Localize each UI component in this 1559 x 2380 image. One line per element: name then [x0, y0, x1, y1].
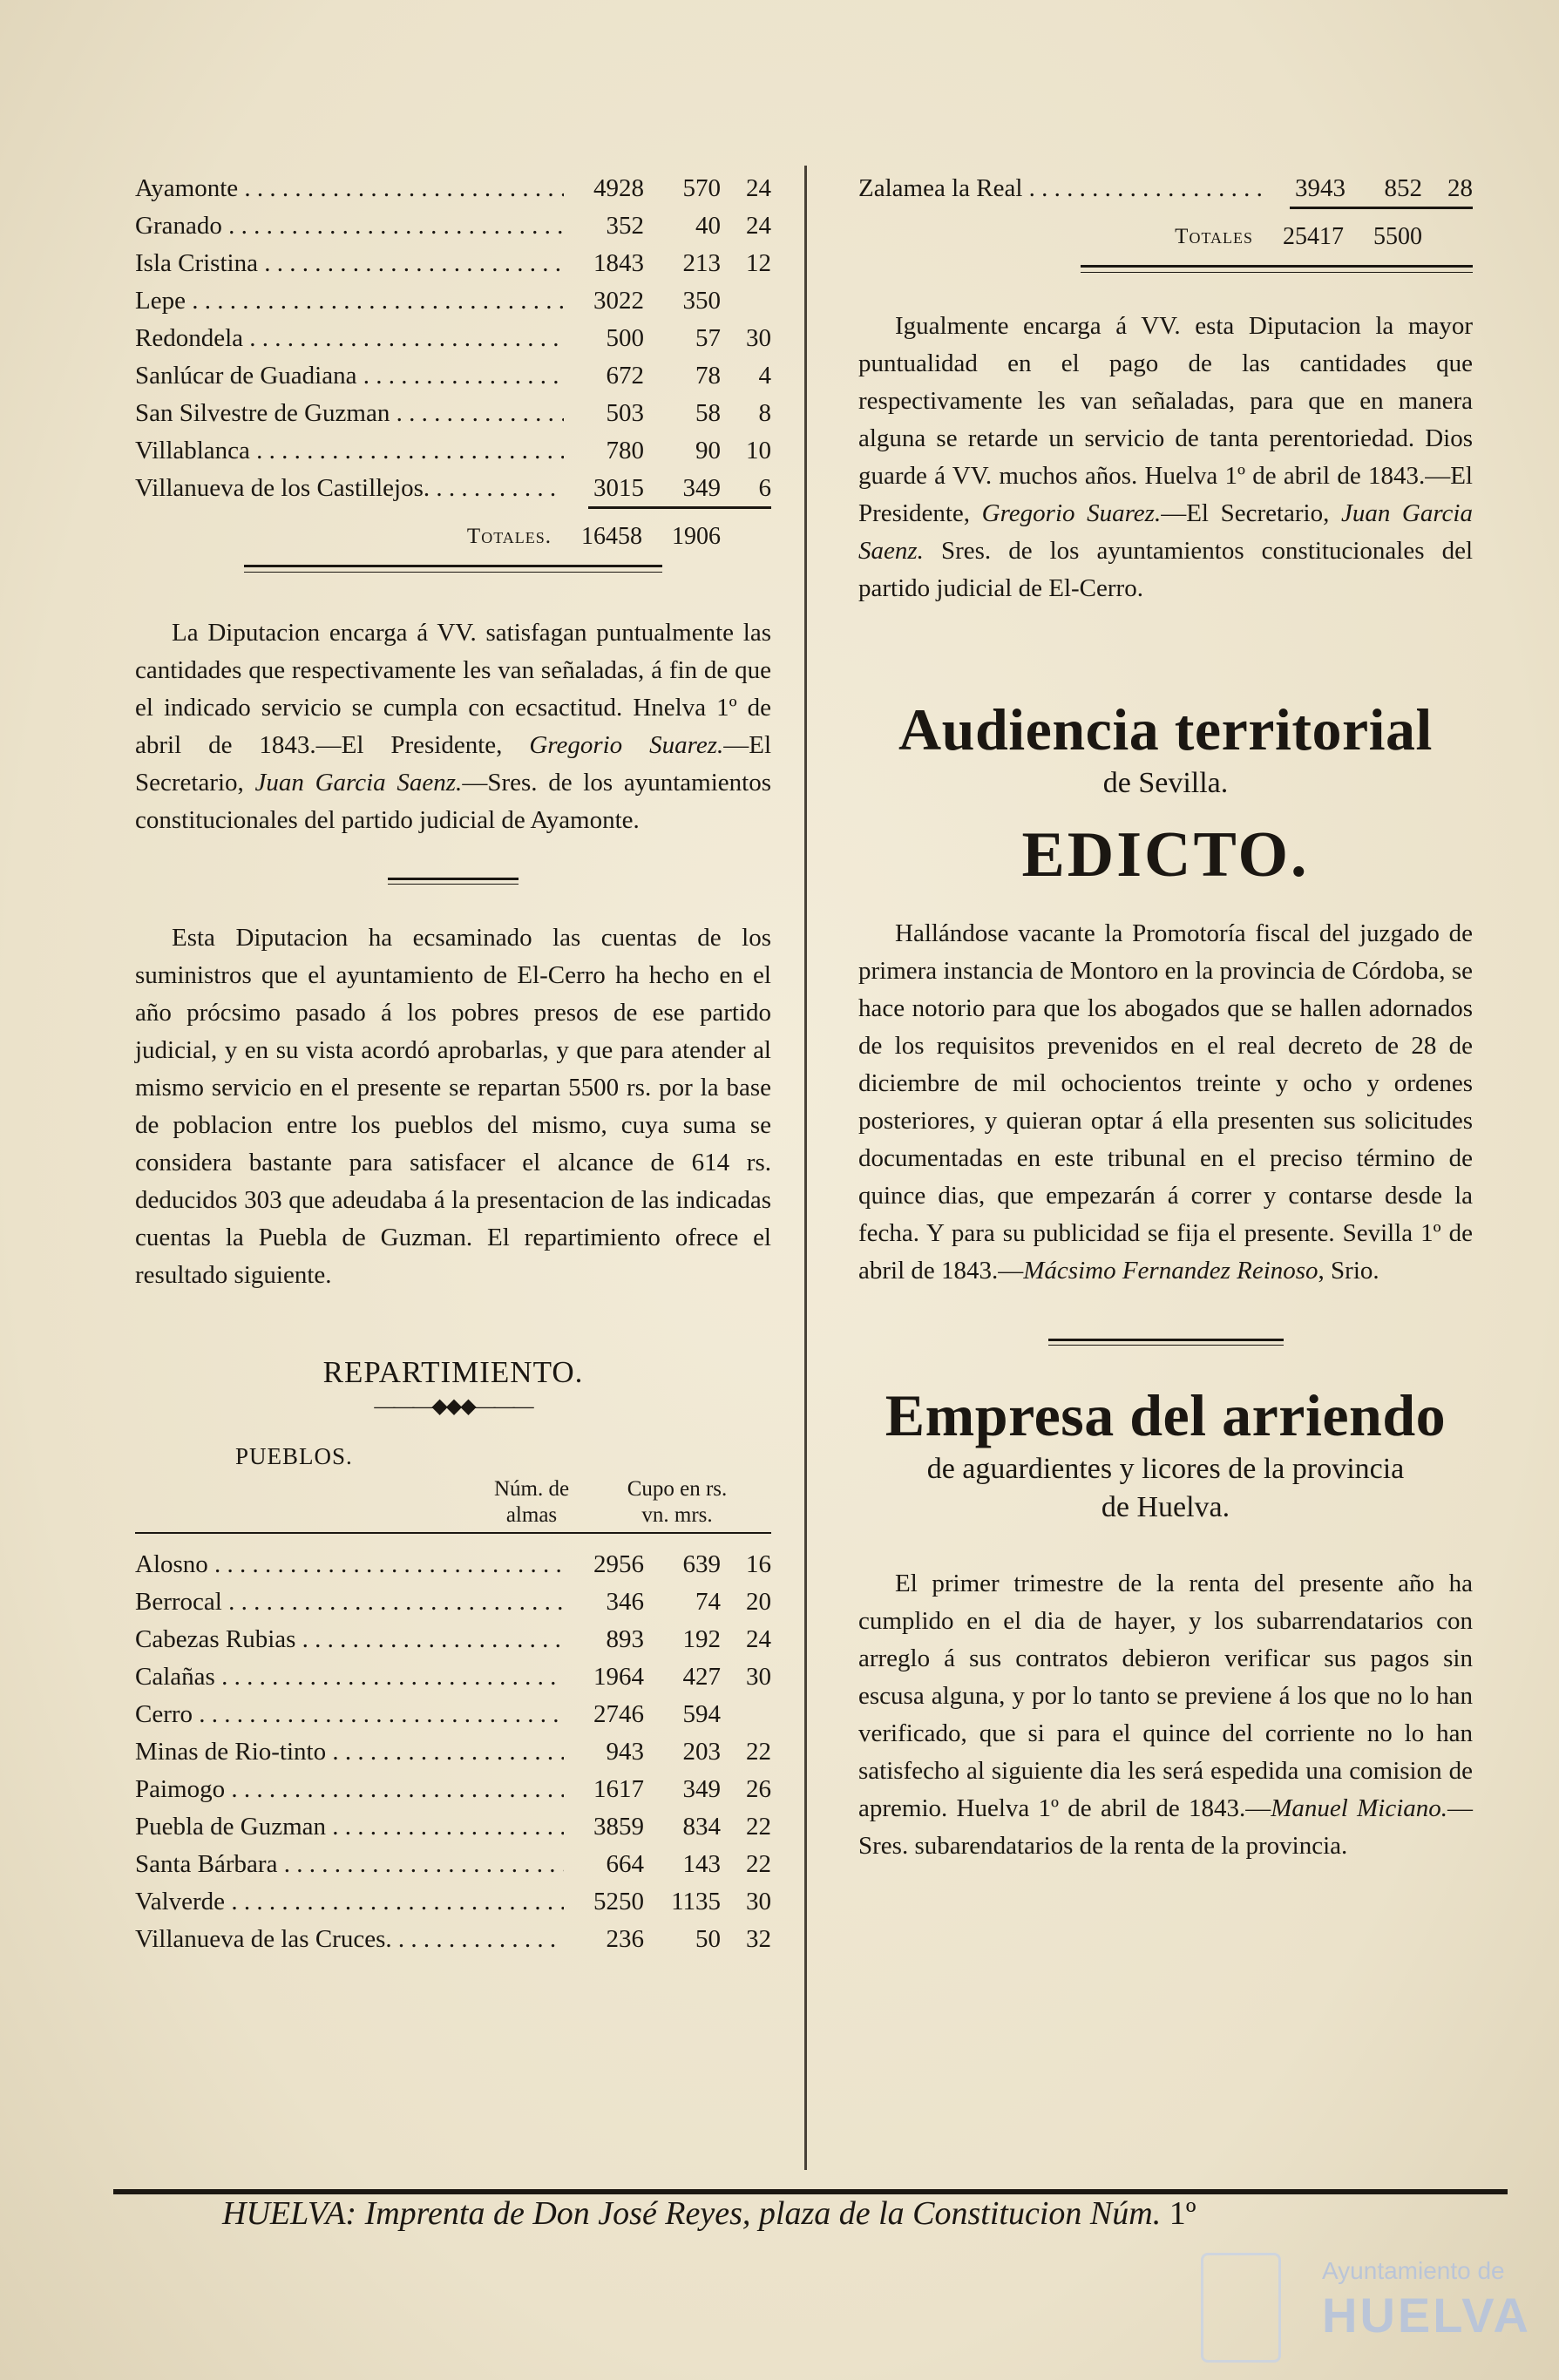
repartimiento-heading: REPARTIMIENTO. [322, 1355, 584, 1389]
reales-value: 74 [695, 1588, 721, 1616]
almas-value: 3859 [593, 1813, 644, 1841]
table-row [135, 1921, 771, 1958]
town-name: Puebla de Guzman . . . [135, 1808, 564, 1846]
totals-cupo: 5500 [1373, 223, 1422, 250]
secretary-name: Mácsimo Fernandez Reinoso [1023, 1257, 1318, 1285]
empresa-subheading: de Huelva. [1101, 1491, 1230, 1523]
town-name: San Silvestre de Guzman . . . [135, 395, 564, 432]
president-name: Gregorio Suarez. [529, 731, 724, 759]
totals-row-ayamonte [135, 518, 771, 556]
table-row [135, 1696, 771, 1733]
almas-value: 3943 [1295, 174, 1345, 202]
reales-value: 639 [682, 1550, 721, 1578]
table-row [135, 357, 771, 395]
right-column [858, 170, 1473, 1865]
almas-value: 500 [606, 324, 644, 352]
table-row [135, 1621, 771, 1658]
maravedis-value: 16 [746, 1550, 771, 1578]
ayamonte-notice [135, 614, 771, 839]
reales-value: 57 [695, 324, 721, 352]
reales-value: 203 [682, 1738, 721, 1766]
reales-value: 350 [682, 287, 721, 315]
reales-value: 78 [695, 362, 721, 390]
almas-value: 1964 [593, 1663, 644, 1691]
notice-text: —El Secretario, [1161, 499, 1341, 527]
reales-value: 40 [695, 212, 721, 240]
almas-value: 3022 [593, 287, 644, 315]
reales-value: 192 [682, 1625, 721, 1653]
table-column-headers [135, 1443, 771, 1539]
almas-value: 1843 [593, 249, 644, 277]
watermark-label: Ayuntamiento de [1322, 2257, 1505, 2284]
notice-text: El primer trimestre de la renta del presente año ha cumplido en el dia de hayer, y los subarrendatarios con arreglo á sus contratos debieron verificar sus pagos sin escusa alguna, y por lo tanto se previene á los que no lo han verificado, que si para el quince del corriente no lo han satisfecho al siguiente dia les será espedida una comision de apremio. Huelva 1º de abril de 1843.— [858, 1570, 1473, 1822]
almas-value: 1617 [593, 1775, 644, 1803]
header-rule [135, 1532, 771, 1534]
totals-row-elcerro [858, 218, 1473, 256]
separator-rule [1048, 1339, 1284, 1346]
town-name: Isla Cristina . . . [135, 245, 564, 282]
table-row [135, 207, 771, 245]
notice-text: Sres. de los ayuntamientos constitucionales del partido judicial de El-Cerro. [858, 537, 1473, 602]
maravedis-value: 32 [746, 1925, 771, 1953]
table-row [135, 1733, 771, 1771]
table-row [135, 395, 771, 432]
table-row [135, 1546, 771, 1583]
reales-value: 213 [682, 249, 721, 277]
notice-text: La Diputacion encarga á VV. satisfagan puntualmente las cantidades que respectivamente les van señaladas, á fin de que el indicado servicio se cumpla con ecsactitud. Hnelva 1º de abril de 1843.—El Presidente, [135, 619, 771, 759]
table-row [135, 1846, 771, 1883]
totals-almas: 25417 [1283, 223, 1344, 250]
table-row [135, 170, 771, 207]
notice-text: Igualmente encarga á VV. esta Diputacion la mayor puntualidad en el pago de las cantidades que respectivamente les van señaladas, para que en manera alguna se retarde un servicio de tanta perentoriedad. Dios guarde á VV. muchos años. Huelva 1º de abril de 1843.—El Presidente, [858, 312, 1473, 527]
ayamonte-table [135, 170, 771, 507]
page-number: 1º [1169, 2195, 1196, 2232]
almas-value: 943 [606, 1738, 644, 1766]
reales-value: 1135 [671, 1888, 721, 1916]
table-row [135, 1808, 771, 1846]
town-name: Villanueva de las Cruces. . . . [135, 1921, 564, 1958]
double-rule [1081, 265, 1473, 273]
almas-value: 2746 [593, 1700, 644, 1728]
maravedis-value: 10 [746, 437, 771, 464]
town-name: Villablanca . . . [135, 432, 564, 470]
ornament-rule: ———◆◆◆——— [374, 1395, 532, 1418]
edicto-heading: EDICTO. [1021, 819, 1310, 891]
almas-value: 503 [606, 399, 644, 427]
left-column [135, 170, 771, 1958]
almas-value: 3015 [593, 474, 644, 502]
maravedis-value: 24 [746, 212, 771, 240]
almas-value: 664 [606, 1850, 644, 1878]
table-row [135, 432, 771, 470]
town-name: Zalamea la Real . . . [858, 170, 1265, 207]
reales-value: 594 [682, 1700, 721, 1728]
reales-value: 143 [682, 1850, 721, 1878]
notice-text: —Sres. de los ayuntamientos constitucionales del partido judicial de Ayamonte. [135, 769, 771, 834]
signer-name: Manuel Miciano. [1271, 1794, 1447, 1822]
table-row [135, 1883, 771, 1921]
town-name: Berrocal . . . [135, 1583, 564, 1621]
totals-cupo: 1906 [672, 523, 721, 550]
table-row [135, 282, 771, 320]
table-row [858, 170, 1473, 207]
edicto-text [858, 915, 1473, 1290]
totals-label: Totales. [466, 525, 552, 548]
secretary-name: Juan Garcia Saenz. [254, 769, 463, 797]
elcerro-notice: Esta Diputacion ha ecsaminado las cuentas de los suministros que el ayuntamiento de El-Cerro ha hecho en el año prócsimo pasado á los pobres presos de ese partido judicial, y en su vista acordó aprobarlas, y que para atender al mismo servicio en el presente se repartan 5500 rs. por la base de poblacion entre los pueblos del mismo, cuya suma se considera bastante para satisfacer el alcance de 614 rs. deducidos 303 que adeudaba á la presentacion de las indicadas cuentas la Puebla de Guzman. El repartimiento ofrece el resultado siguiente. [135, 924, 771, 1289]
maravedis-value: 12 [746, 249, 771, 277]
secretary-name: Juan Garcia Saenz. [858, 499, 1473, 565]
maravedis-value: 26 [746, 1775, 771, 1803]
town-name: Paimogo . . . [135, 1771, 564, 1808]
maravedis-value: 8 [758, 399, 771, 427]
table-row [135, 1658, 771, 1696]
reales-value: 58 [695, 399, 721, 427]
almas-value: 780 [606, 437, 644, 464]
reales-value: 349 [682, 474, 721, 502]
reales-value: 834 [682, 1813, 721, 1841]
town-name: Alosno . . . [135, 1546, 564, 1583]
town-name: Ayamonte . . . [135, 170, 564, 207]
almas-value: 2956 [593, 1550, 644, 1578]
town-name: Santa Bárbara . . . [135, 1846, 564, 1883]
table-row [135, 470, 771, 507]
maravedis-value: 24 [746, 174, 771, 202]
maravedis-value: 22 [746, 1813, 771, 1841]
almas-value: 236 [606, 1925, 644, 1953]
elcerro-closing-notice [858, 308, 1473, 607]
totals-label: Totales [1175, 225, 1253, 248]
edicto-body: , Srio. [1318, 1257, 1379, 1285]
town-name: Cabezas Rubias . . . [135, 1621, 564, 1658]
almas-value: 5250 [593, 1888, 644, 1916]
maravedis-value: 6 [758, 474, 771, 502]
separator-rule [388, 878, 519, 885]
imprint-text: HUELVA: Imprenta de Don José Reyes, plaza de la Constitucion Núm. [222, 2195, 1162, 2232]
table-row [135, 245, 771, 282]
maravedis-value: 30 [746, 1663, 771, 1691]
town-name: Cerro . . . [135, 1696, 564, 1733]
city-shield-icon [1201, 2253, 1281, 2363]
almas-value: 352 [606, 212, 644, 240]
elcerro-table [135, 1546, 771, 1958]
maravedis-value: 22 [746, 1850, 771, 1878]
town-name: Redondela . . . [135, 320, 564, 357]
town-name: Sanlúcar de Guadiana . . . [135, 357, 564, 395]
edicto-body: Hallándose vacante la Promotoría fiscal del juzgado de primera instancia de Montoro en la provincia de Córdoba, se hace notorio para que los abogados que se hallen adornados de los requisitos prevenidos en el real decreto de 28 de diciembre de mil ochocientos treinte y ocho y ordenes posteriores, y quieran optar á ella presenten sus solicitudes documentadas en este tribunal en el preciso término de quince dias, que empezarán á correr y contarse desde la fecha. Y para su publicidad se fija el presente. Sevilla 1º de abril de 1843.— [858, 919, 1473, 1285]
almas-value: 4928 [593, 174, 644, 202]
empresa-heading: Empresa del arriendo [885, 1382, 1447, 1448]
header-almas: Núm. de almas [493, 1477, 570, 1527]
reales-value: 570 [682, 174, 721, 202]
reales-value: 852 [1384, 174, 1422, 202]
double-rule [244, 565, 662, 573]
table-row [135, 1583, 771, 1621]
town-name: Lepe . . . [135, 282, 564, 320]
maravedis-value: 22 [746, 1738, 771, 1766]
maravedis-value: 28 [1447, 174, 1473, 202]
maravedis-value: 30 [746, 1888, 771, 1916]
table-row [135, 1771, 771, 1808]
totals-almas: 16458 [581, 523, 642, 550]
header-cupo: Cupo en rs. vn. mrs. [627, 1477, 728, 1527]
maravedis-value: 4 [758, 362, 771, 390]
maravedis-value: 24 [746, 1625, 771, 1653]
imprint-line [222, 2194, 1196, 2233]
audiencia-heading: Audiencia territorial [898, 696, 1433, 763]
empresa-subheading: de aguardientes y licores de la provincia [926, 1453, 1405, 1485]
table-row [135, 320, 771, 357]
column-divider [804, 166, 807, 2170]
reales-value: 50 [695, 1925, 721, 1953]
almas-value: 672 [606, 362, 644, 390]
maravedis-value: 30 [746, 324, 771, 352]
town-name: Minas de Rio-tinto . . . [135, 1733, 564, 1771]
notice-text: —El Secretario, [135, 731, 772, 797]
president-name: Gregorio Suarez. [981, 499, 1162, 527]
audiencia-subheading: de Sevilla. [1102, 767, 1229, 799]
watermark-city: HUELVA [1322, 2288, 1531, 2343]
header-pueblos: PUEBLOS. [235, 1443, 353, 1469]
maravedis-value: 20 [746, 1588, 771, 1616]
town-name: Calañas . . . [135, 1658, 564, 1696]
reales-value: 349 [682, 1775, 721, 1803]
empresa-notice [858, 1565, 1473, 1865]
almas-value: 346 [606, 1588, 644, 1616]
town-name: Valverde . . . [135, 1883, 564, 1921]
reales-value: 90 [695, 437, 721, 464]
notice-text: — Sres. subarendatarios de la renta de la provincia. [858, 1794, 1473, 1860]
town-name: Villanueva de los Castillejos. . . . [135, 470, 564, 507]
almas-value: 893 [606, 1625, 644, 1653]
town-name: Granado . . . [135, 207, 564, 245]
reales-value: 427 [682, 1663, 721, 1691]
